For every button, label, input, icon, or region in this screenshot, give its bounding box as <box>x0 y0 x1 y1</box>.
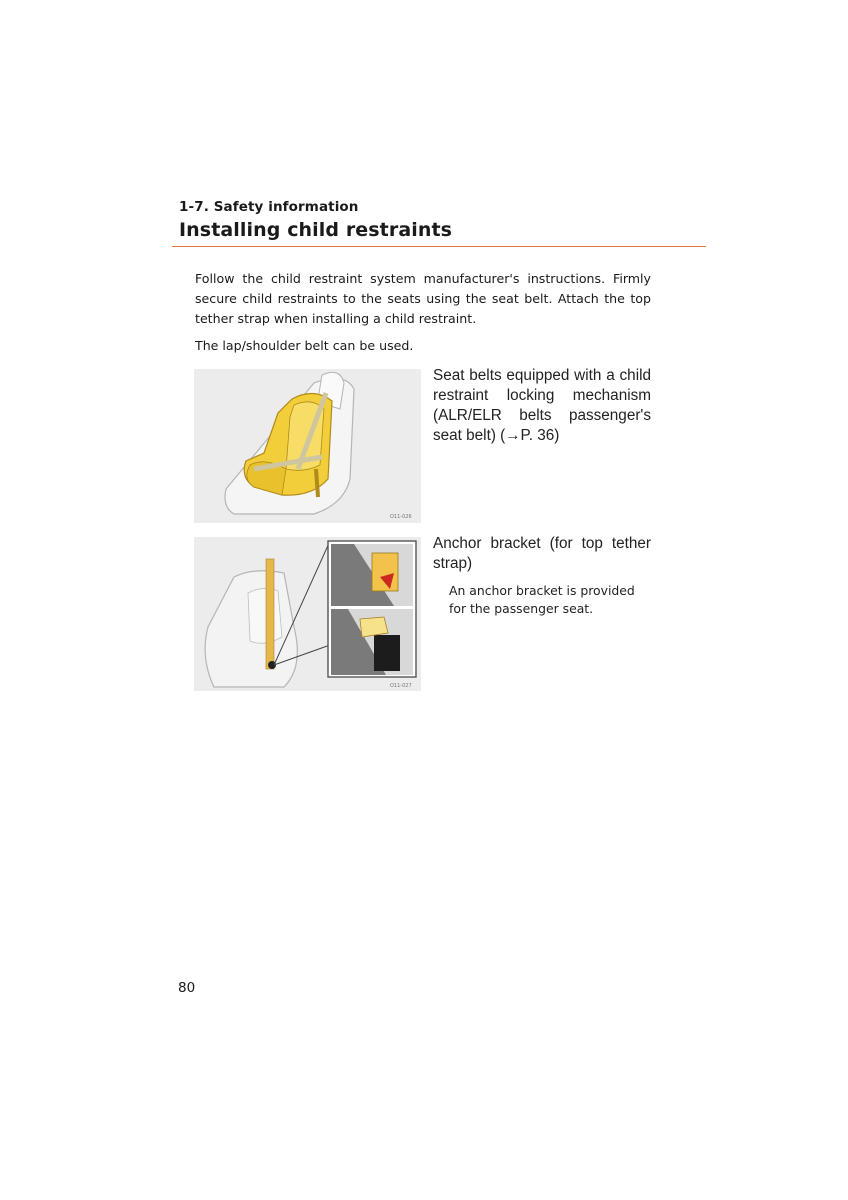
item-text-anchor-bracket: Anchor bracket (for top tether strap) <box>433 535 651 572</box>
anchor-bracket-illustration-icon <box>194 537 421 691</box>
lap-belt-note: The lap/shoulder belt can be used. <box>195 338 414 353</box>
title-rule <box>172 246 706 247</box>
page-number: 80 <box>178 980 196 996</box>
figure-code-2: O11-027 <box>390 683 412 689</box>
intro-paragraph: Follow the child restraint system manufacturer's instructions. Firmly secure child restraints to the seats using the seat belt. Attach the top tether strap when installing a child restraint. <box>195 271 651 326</box>
section-label: 1-7. Safety information <box>179 199 359 215</box>
anchor-bracket-figure <box>194 537 421 691</box>
figure-code-1: O11-026 <box>390 514 412 520</box>
page-title: Installing child restraints <box>179 219 453 241</box>
child-seat-illustration-icon <box>194 369 421 523</box>
child-seat-figure <box>194 369 421 523</box>
anchor-bracket-note: An anchor bracket is provided for the passenger seat. <box>449 583 635 616</box>
item-text-seat-belts: Seat belts equipped with a child restraint locking mechanism (ALR/ELR belts passenger's seat belt) (→P. 36) <box>433 367 651 444</box>
